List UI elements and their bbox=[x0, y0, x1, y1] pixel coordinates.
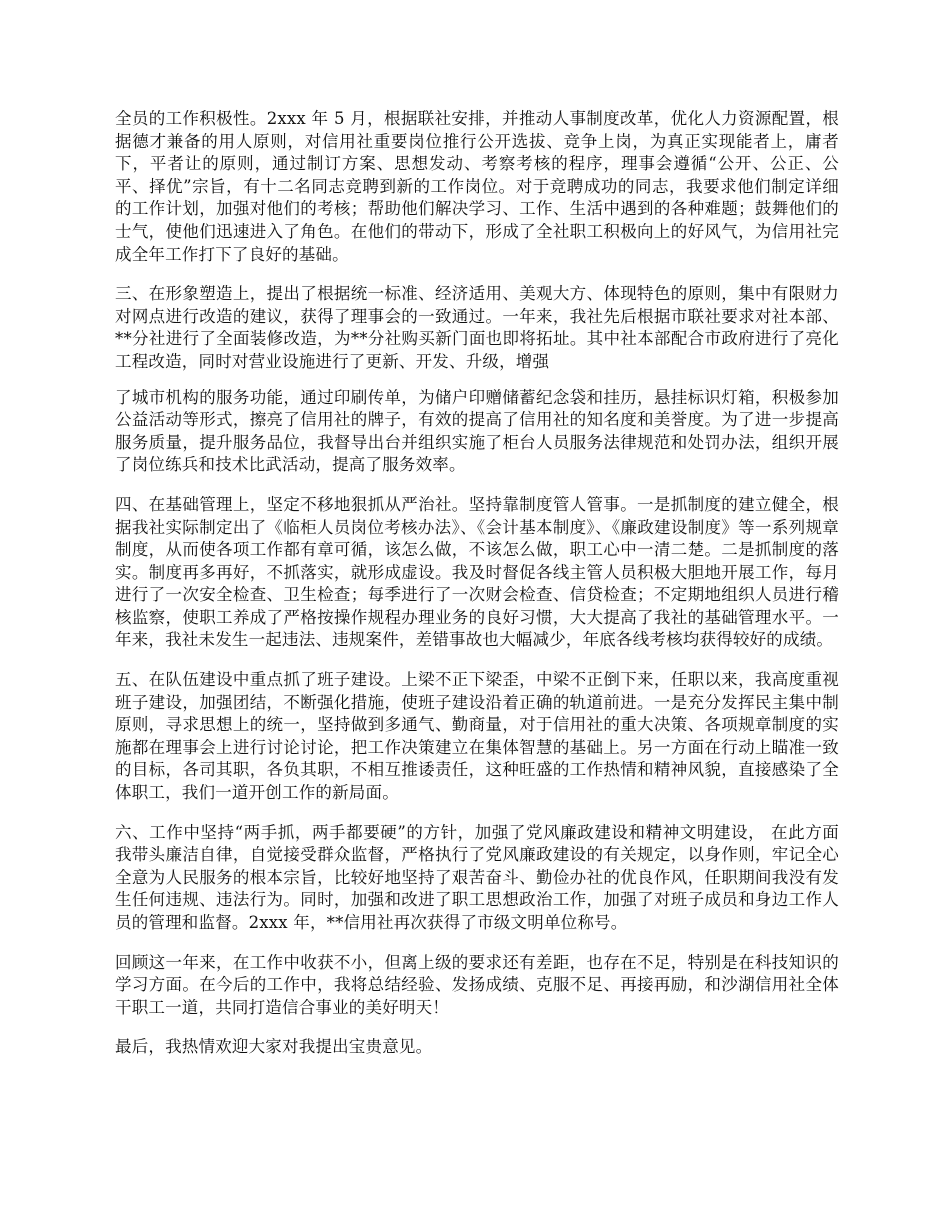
paragraph-closing: 最后，我热情欢迎大家对我提出宝贵意见。 bbox=[115, 1037, 433, 1057]
document-body bbox=[115, 108, 839, 1076]
paragraph-basic-management: 四、在基础管理上，坚定不移地狠抓从严治社。坚持靠制度管人管事。一是抓制度的建立健全，根据我社实际制定出了《临柜人员岗位考核办法》、《会计基本制度》、《廉政建设制度》等一系列规章制度，从而使各项工作都有章可循，该怎么做，不该怎么做，职工心中一清二楚。二是抓制度的落实。制度再多再好，不抓落实，就形成虚设。我及时督促各线主管人员积极大胆地开展工作，每月进行了一次安全检查、卫生检查；每季进行了一次财会检查、信贷检查；不定期地组织人员进行稽核监察，使职工养成了严格按操作规程办理业务的良好习惯，大大提高了我社的基础管理水平。一年来，我社未发生一起违法、违规案件，差错事故也大幅减少，年底各线考核均获得较好的成绩。 bbox=[115, 494, 839, 650]
paragraph-team-building: 五、在队伍建设中重点抓了班子建设。上梁不正下梁歪，中梁不正倒下来，任职以来，我高度重视班子建设，加强团结，不断强化措施，使班子建设沿着正确的轨道前进。一是充分发挥民主集中制原则，寻求思想上的统一，坚持做到多通气、勤商量，对于信用社的重大决策、各项规章制度的实施都在理事会上进行讨论讨论，把工作决策建立在集体智慧的基础上。另一方面在行动上瞄准一致的目标，各司其职，各负其职，不相互推诿责任，这种旺盛的工作热情和精神风貌，直接感染了全体职工，我们一道开创工作的新局面。 bbox=[115, 670, 839, 803]
paragraph-service-function: 了城市机构的服务功能，通过印刷传单，为储户印赠储蓄纪念袋和挂历，悬挂标识灯箱，积极参加公益活动等形式，擦亮了信用社的牌子，有效的提高了信用社的知名度和美誉度。为了进一步提高服务质量，提升服务品位，我督导出台并组织实施了柜台人员服务法律规范和处罚办法，组织开展了岗位练兵和技术比武活动，提高了服务效率。 bbox=[115, 387, 839, 475]
paragraph-review: 回顾这一年来，在工作中收获不小，但离上级的要求还有差距，也存在不足，特别是在科技知识的学习方面。在今后的工作中，我将总结经验、发扬成绩、克服不足、再接再励，和沙湖信用社全体干职工一道，共同打造信合事业的美好明天！ bbox=[115, 952, 839, 1017]
paragraph-staff-motivation: 全员的工作积极性。2xxx 年 5 月，根据联社安排，并推动人事制度改革，优化人力资源配置，根据德才兼备的用人原则，对信用社重要岗位推行公开选拔、竞争上岗，为真正实现能者上，庸者下，平者让的原则，通过制订方案、思想发动、考察考核的程序，理事会遵循“公开、公正、公平、择优”宗旨，有十二名同志竞聘到新的工作岗位。对于竞聘成功的同志，我要求他们制定详细的工作计划，加强对他们的考核；帮助他们解决学习、工作、生活中遇到的各种难题；鼓舞他们的士气，使他们迅速进入了角色。在他们的带动下，形成了全社职工积极向上的好风气，为信用社完成全年工作打下了良好的基础。 bbox=[115, 109, 839, 264]
paragraph-integrity-building: 六、工作中坚持“两手抓，两手都要硬”的方针，加强了党风廉政建设和精神文明建设， 在此方面我带头廉洁自律，自觉接受群众监督，严格执行了党风廉政建设的有关规定，以身作则，牢记全心全意为人民服务的根本宗旨，比较好地坚持了艰苦奋斗、勤俭办社的优良作风，任职期间我没有发生任何违规、违法行为。同时，加强和改进了职工思想政治工作，加强了对班子成员和身边工作人员的管理和监督。2xxx 年，**信用社再次获得了市级文明单位称号。 bbox=[115, 822, 839, 932]
paragraph-image-building: 三、在形象塑造上，提出了根据统一标准、经济适用、美观大方、体现特色的原则，集中有限财力对网点进行改造的建议，获得了理事会的一致通过。一年来，我社先后根据市联社要求对社本部、**分社进行了全面装修改造，为**分社购买新门面也即将拓址。其中社本部配合市政府进行了亮化工程改造，同时对营业设施进行了更新、开发、升级，增强 bbox=[115, 284, 839, 371]
